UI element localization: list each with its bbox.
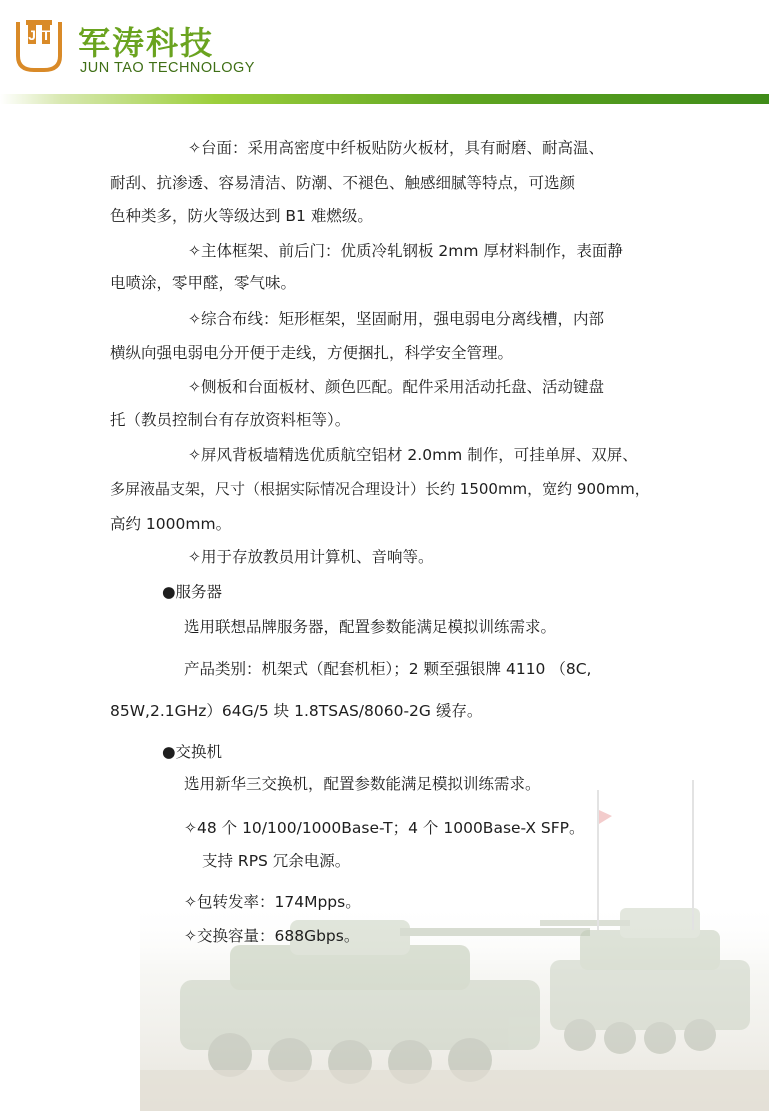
svg-text:T: T [41,27,51,43]
text-line: 横纵向强电弱电分开便于走线，方便捆扎，科学安全管理。 [110,344,514,362]
section-heading-switch: ●交换机 [162,743,223,761]
text-line: 选用联想品牌服务器，配置参数能满足模拟训练需求。 [184,618,557,636]
text-line: ✧侧板和台面板材、颜色匹配。配件采用活动托盘、活动键盘 [188,378,604,396]
text-line: 托（教员控制台有存放资料柜等）。 [110,411,351,429]
text-line: 电喷涂，零甲醛，零气味。 [110,274,297,292]
text-line: ✧交换容量：688Gbps。 [184,927,360,945]
text-line: ✧主体框架、前后门：优质冷轧钢板 2mm 厚材料制作，表面静 [188,242,623,260]
text-line: 支持 RPS 冗余电源。 [202,852,351,870]
text-line: 多屏液晶支架，尺寸（根据实际情况合理设计）长约 1500mm，宽约 900mm， [110,480,650,498]
company-name-cn: 军涛科技 [78,24,215,62]
svg-text:J: J [28,27,36,43]
company-name-en: JUN TAO TECHNOLOGY [80,60,255,76]
header-divider [0,94,769,104]
text-line: ✧48 个 10/100/1000Base-T；4 个 1000Base-X SFP。 [184,819,585,837]
text-line: 85W,2.1GHz）64G/5 块 1.8TSAS/8060-2G 缓存。 [110,702,483,720]
text-line: ✧用于存放教员用计算机、音响等。 [188,548,434,566]
section-heading-server: ●服务器 [162,583,223,601]
text-line: 高约 1000mm。 [110,515,232,533]
company-logo [8,16,70,76]
page-header [0,0,769,110]
text-line: ✧包转发率：174Mpps。 [184,893,361,911]
text-line: ✧屏风背板墙精选优质航空铝材 2.0mm 制作，可挂单屏、双屏、 [188,446,638,464]
text-line: ✧综合布线：矩形框架，坚固耐用，强电弱电分离线槽，内部 [188,310,604,328]
text-line: 色种类多，防火等级达到 B1 难燃级。 [110,207,373,225]
text-line: 选用新华三交换机，配置参数能满足模拟训练需求。 [184,775,541,793]
text-line: 产品类别：机架式（配套机柜）；2 颗至强银牌 4110 （8C, [184,660,592,678]
text-line: ✧台面：采用高密度中纤板贴防火板材，具有耐磨、耐高温、 [188,139,604,157]
text-line: 耐刮、抗渗透、容易清洁、防潮、不褪色、触感细腻等特点，可选颜 [110,174,576,192]
